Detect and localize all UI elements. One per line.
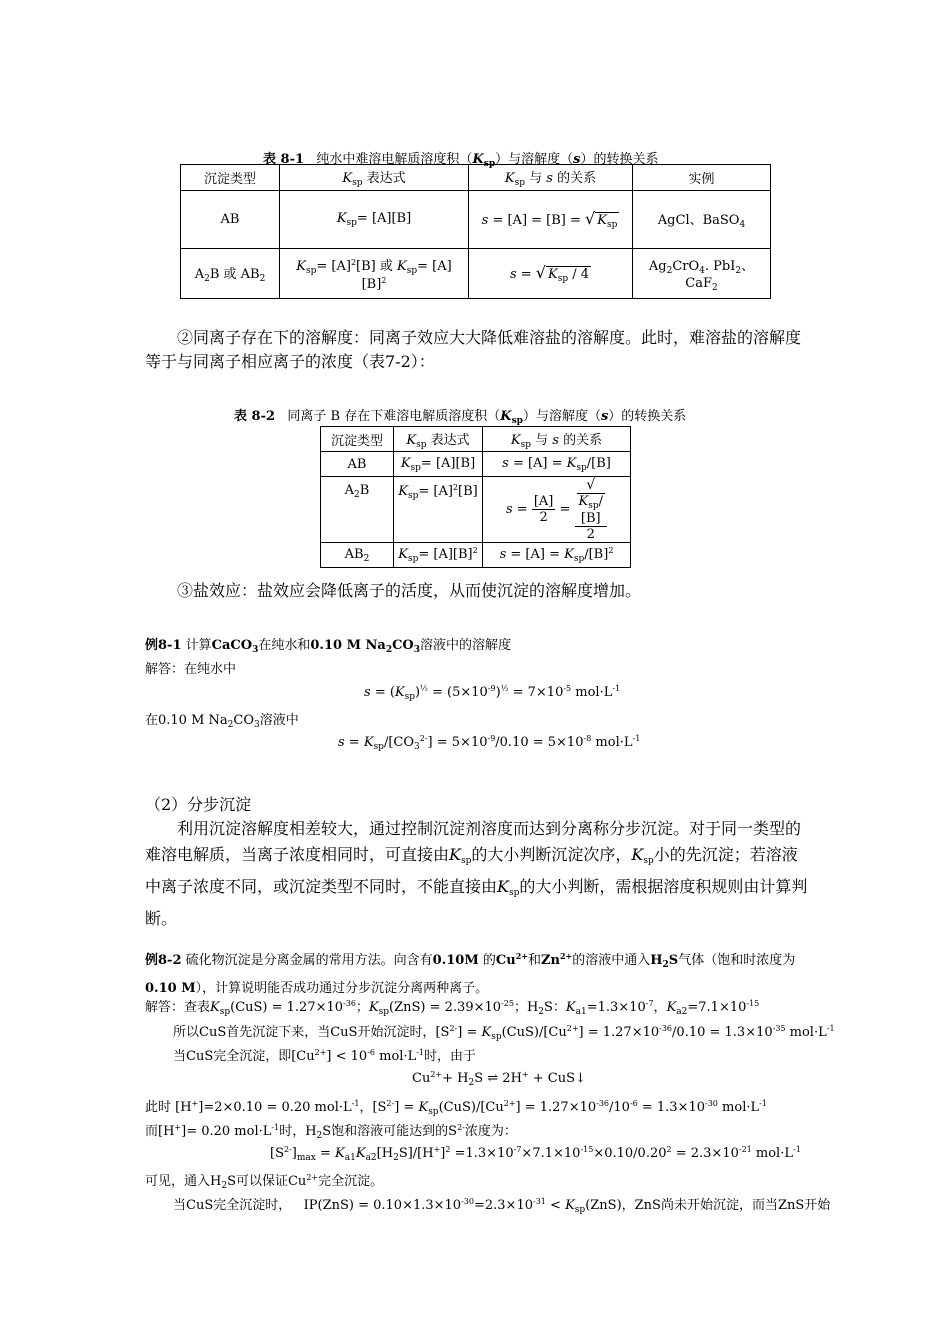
example-8-2-line10: 可见，通入$H_2S$可以保证$Cu^{2+}$完全沉淀。 [145, 1173, 384, 1191]
cell-example: $Ag_2CrO_4$. PbI$_2$、CaF$_2$ [633, 249, 771, 299]
cell-type: $A_2B$ 或 $AB_2$ [181, 249, 280, 299]
example-8-2-line4: 所以CuS首先沉淀下来，当CuS开始沉淀时，$[S^{2-}] = K_{sp}(CuS)/[Cu^{2+}] = 1.27\times 10^{-36}/0.10 = 1.3\times 10^{-35}$ $mol\cdot L^{-1}$ [173, 1024, 835, 1042]
header-type: 沉淀类型 [181, 165, 280, 191]
example-8-1-answer: 解答：在纯水中 [145, 662, 237, 677]
cell-relation: s = √ $K_{sp} / 4$ [469, 249, 633, 299]
cell-type: AB [181, 191, 280, 249]
example-8-2-line7: 此时 [H+]=2×0.10 = 0.20 $mol\cdot L^{-1}$，$[S^{2-}] = K_{sp}(CuS)/[Cu^{2+}] = 1.27\times 10^{-36}/10^{-6} = 1.3\times 10^{-30}$ $mol\cdot L^{-1}$ [145, 1099, 767, 1117]
cell-example: AgCl、BaSO$_4$ [633, 191, 771, 249]
cell-type: $A_2B$ [321, 477, 394, 543]
cell-expr: $K_{sp}= [A]^2[B]$ [394, 477, 483, 543]
cell-relation: s = $\frac{[A]}{2}$ = √ $K_{sp}/$ [B] 2 [483, 477, 631, 543]
example-8-1-title: 例8-1 计算CaCO$_3$在纯水和0.10 M $Na_2CO_3$溶液中的溶解度 [145, 638, 512, 655]
header-expr: $K_{sp}$ 表达式 [280, 165, 469, 191]
table-8-1 [180, 164, 771, 299]
cell-expr: $K_{sp}= [A][B]$ [280, 191, 469, 249]
header-example: 实例 [633, 165, 771, 191]
cell-relation: $s = [A] = K_{sp}/[B]$ [483, 452, 631, 477]
cell-expr: $K_{sp}= [A][B]^2$ [394, 543, 483, 568]
cell-expr: $K_{sp}= [A][B]$ [394, 452, 483, 477]
example-8-1-line: 在0.10 M $Na_2CO_3$溶液中 [145, 713, 299, 730]
cell-relation: s = [A] = [B] = √ $K_{sp}$ [469, 191, 633, 249]
reaction-equation: $Cu^{2+}+ H_2S$ ⇌ 2H+ + CuS↓ [412, 1070, 586, 1088]
section-title: （2）分步沉淀 [145, 795, 252, 814]
example-8-2-line9: $[S^{2-}]_{max} = K_{a1}K_{a2}[H_2S]/[H^+]^2 =1.3\times 10^{-7}\times 7.1\times 10^{-15}\times 0.10/0.20^2 = 2.3\times 10^{-21}$ $mol\cdot L^{-1}$ [270, 1145, 801, 1163]
example-8-2-line5: 当CuS完全沉淀，即$[Cu^{2+}] < 10^{-6}$ $mol\cdot L^{-1}$时，由于 [173, 1048, 477, 1064]
cell-expr: $K_{sp}= [A]^2[B]$ 或 $K_{sp}= [A][B]^2$ [280, 249, 469, 299]
table1-caption: 表 8-1 纯水中难溶电解质溶度积$(K_{sp})$与溶解度（s）的转换关系 [263, 152, 659, 169]
table-8-2 [320, 426, 631, 568]
example-8-2-line8: 而[H+]= 0.20 $mol\cdot L^{-1}$时，$H_2S$饱和溶液可能达到的$S^{2-}$浓度为： [145, 1123, 517, 1141]
equation-na2co3: $s = K_{sp}/[CO_3^{2-}] = 5\times 10^{-9}/0.10 = 5\times 10^{-8}$ $mol\cdot L^{-1}$ [338, 734, 641, 752]
paragraph-salt-effect: ③盐效应：盐效应会降低离子的活度，从而使沉淀的溶解度增加。 [177, 581, 642, 600]
cell-relation: $s = [A] = K_{sp}/[B]^2$ [483, 543, 631, 568]
paragraph-stepwise: 利用沉淀溶解度相差较大，通过控制沉淀剂溶度而达到分离称分步沉淀。对于同一类型的难溶电解质，当离子浓度相同时，可直接由$K_{sp}$的大小判断沉淀次序，$K_{sp}$小的先沉淀；若溶液中离子浓度不同，或沉淀类型不同时，不能直接由$K_{sp}$的大小判断，需根据溶度积规则由计算判断。 [145, 819, 808, 928]
header-type: 沉淀类型 [321, 427, 394, 452]
cell-type: $AB_2$ [321, 543, 394, 568]
cell-type: AB [321, 452, 394, 477]
example-8-2-line3: 解答：查表$K_{sp}(CuS) = 1.27\times 10^{-36}$；$K_{sp}(ZnS) = 2.39\times 10^{-25}$；$H_2S$：$K_{a1}=1.3\times 10^{-7}$，$K_{a2}=7.1\times 10^{-15}$ [145, 999, 760, 1017]
header-relation: $K_{sp}$ 与 s 的关系 [483, 427, 631, 452]
header-relation: $K_{sp}$ 与 s 的关系 [469, 165, 633, 191]
paragraph-common-ion: ②同离子存在下的溶解度：同离子效应大大降低难溶盐的溶解度。此时，难溶盐的溶解度等于与同离子相应离子的浓度（表7-2）： [145, 328, 802, 371]
header-expr: $K_{sp}$ 表达式 [394, 427, 483, 452]
table2-caption: 表 8-2 同离子 B 存在下难溶电解质溶度积$(K_{sp})$与溶解度（s）的转换关系 [234, 409, 687, 426]
example-8-2-title: 例8-2 硫化物沉淀是分离金属的常用方法。向含有0.10M 的$Cu^{2+}$和$Zn^{2+}$的溶液中通入$H_2S$气体（饱和时浓度为0.10 M），计算说明能否成功通过分步沉淀分离两种离子。 [145, 951, 796, 996]
equation-pure-water: $s = (K_{sp})^{\frac{1}{2}} = (5\times 10^{-9})^{\frac{1}{2}} = 7\times 10^{-5}$ $mol\cdot L^{-1}$ [364, 684, 621, 702]
example-8-2-line11: 当CuS完全沉淀时， $IP(ZnS) = 0.10\times 1.3\times 10^{-30}=2.3\times 10^{-31} < K_{sp}(ZnS)$，ZnS尚未开始沉淀，而当ZnS开始 [173, 1197, 831, 1215]
